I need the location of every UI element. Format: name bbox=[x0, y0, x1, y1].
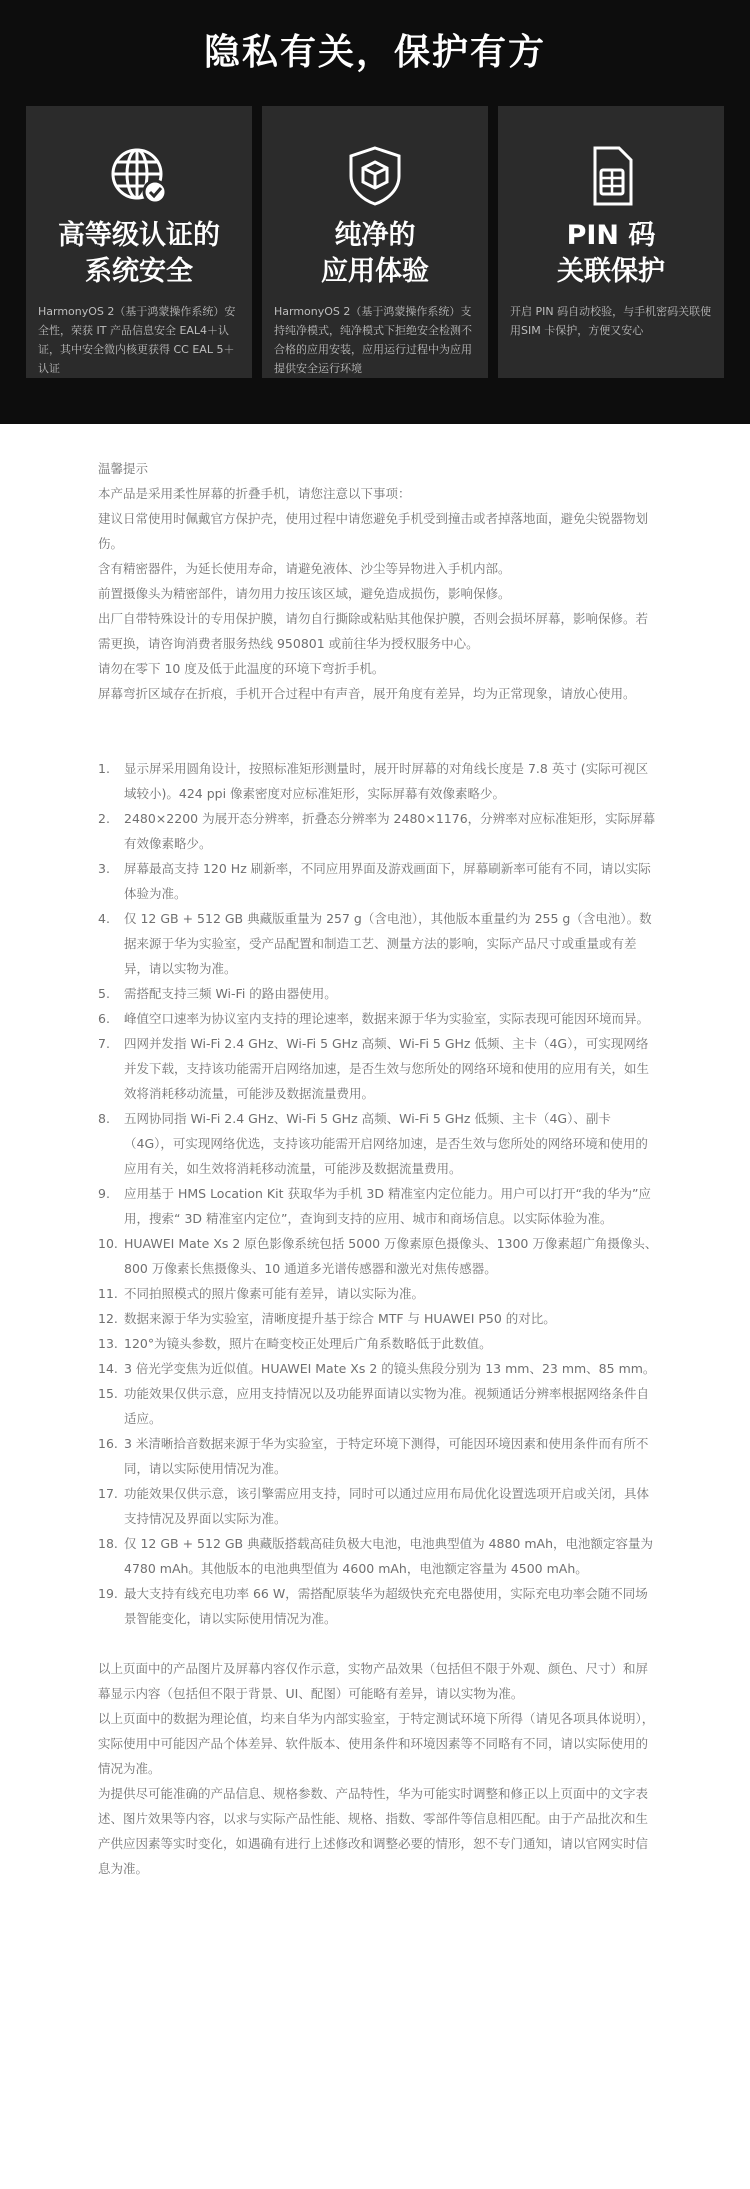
cube-shield-icon bbox=[343, 144, 407, 208]
list-item bbox=[98, 1356, 658, 1381]
hero-title: 隐私有关，保护有方 bbox=[203, 32, 546, 73]
feature-card-pure-app bbox=[262, 106, 488, 378]
sim-card-icon bbox=[579, 144, 643, 208]
list-item-text: 120°为镜头参数，照片在畸变校正处理后广角系数略低于此数值。 bbox=[124, 1336, 492, 1351]
notes-intro-line: 请勿在零下 10 度及低于此温度的环境下弯折手机。 bbox=[98, 661, 385, 676]
list-item-number: 4. bbox=[98, 911, 110, 926]
list-item bbox=[98, 1331, 658, 1356]
list-item bbox=[98, 1306, 658, 1331]
notes-intro-line: 本产品是采用柔性屏幕的折叠手机，请您注意以下事项： bbox=[98, 486, 411, 501]
list-item-text: 仅 12 GB + 512 GB 典藏版重量为 257 g（含电池），其他版本重量约为 255 g（含电池）。数据来源于华为实验室，受产品配置和制造工艺、测量方法的影响，实际产品尺寸或重量或有差异，请以实物为准。 bbox=[124, 911, 652, 976]
list-item bbox=[98, 1281, 658, 1306]
feature-card-system-security bbox=[26, 106, 252, 378]
list-item-text: 屏幕最高支持 120 Hz 刷新率，不同应用界面及游戏画面下，屏幕刷新率可能有不同，请以实际体验为准。 bbox=[124, 861, 651, 901]
card-description: HarmonyOS 2（基于鸿蒙操作系统）安全性，荣获 IT 产品信息安全 EAL4＋认证，其中安全微内核更获得 CC EAL 5＋认证 bbox=[38, 305, 236, 375]
card-title-line2: 关联保护 bbox=[557, 256, 665, 287]
list-item-text: 功能效果仅供示意，该引擎需应用支持，同时可以通过应用布局优化设置选项开启或关闭，具体支持情况及界面以实际为准。 bbox=[124, 1486, 650, 1526]
card-title bbox=[498, 218, 724, 290]
card-title bbox=[26, 218, 252, 290]
list-item bbox=[98, 1031, 658, 1106]
disclaimer-paragraph: 为提供尽可能准确的产品信息、规格参数、产品特性，华为可能实时调整和修正以上页面中的文字表述、图片效果等内容，以求与实际产品性能、规格、指数、零部件等信息相匹配。由于产品批次和生产供应因素等实时变化，如遇确有进行上述修改和调整必要的情形，恕不专门通知，请以官网实时信息为准。 bbox=[98, 1786, 649, 1876]
card-description: 开启 PIN 码自动校验，与手机密码关联使用SIM 卡保护，方便又安心 bbox=[510, 305, 712, 337]
list-item-text: HUAWEI Mate Xs 2 原色影像系统包括 5000 万像素原色摄像头、1300 万像素超广角摄像头、800 万像素长焦摄像头、10 通道多光谱传感器和激光对焦传感器。 bbox=[124, 1236, 658, 1276]
list-item-text: 显示屏采用圆角设计，按照标准矩形测量时，展开时屏幕的对角线长度是 7.8 英寸 (实际可视区域较小)。424 ppi 像素密度对应标准矩形，实际屏幕有效像素略少。 bbox=[124, 761, 649, 801]
list-item bbox=[98, 1481, 658, 1531]
card-title-line1: 高等级认证的 bbox=[58, 220, 220, 251]
list-item bbox=[98, 756, 658, 806]
list-item-text: 需搭配支持三频 Wi-Fi 的路由器使用。 bbox=[124, 986, 337, 1001]
list-item bbox=[98, 856, 658, 906]
notes-intro-line: 建议日常使用时佩戴官方保护壳，使用过程中请您避免手机受到撞击或者掉落地面，避免尖锐器物划伤。 bbox=[98, 511, 649, 551]
list-item-number: 3. bbox=[98, 861, 110, 876]
spacer bbox=[98, 706, 658, 731]
list-item bbox=[98, 906, 658, 981]
list-item bbox=[98, 1381, 658, 1431]
list-item-number: 15. bbox=[98, 1386, 118, 1401]
list-item-text: 功能效果仅供示意，应用支持情况以及功能界面请以实物为准。视频通话分辨率根据网络条件自适应。 bbox=[124, 1386, 650, 1426]
list-item-number: 19. bbox=[98, 1586, 118, 1601]
list-item bbox=[98, 1581, 658, 1631]
list-item-number: 10. bbox=[98, 1236, 118, 1251]
card-title bbox=[262, 218, 488, 290]
list-item bbox=[98, 1006, 658, 1031]
notes-intro-line: 屏幕弯折区域存在折痕，手机开合过程中有声音，展开角度有差异，均为正常现象，请放心使用。 bbox=[98, 686, 636, 701]
list-item bbox=[98, 806, 658, 856]
disclaimer-paragraph: 以上页面中的数据为理论值，均来自华为内部实验室，于特定测试环境下所得（请见各项具体说明），实际使用中可能因产品个体差异、软件版本、使用条件和环境因素等不同略有不同，请以实际使用的情况为准。 bbox=[98, 1711, 655, 1776]
list-item bbox=[98, 1431, 658, 1481]
list-item-text: 3 倍光学变焦为近似值。HUAWEI Mate Xs 2 的镜头焦段分别为 13 mm、23 mm、85 mm。 bbox=[124, 1361, 656, 1376]
notes-intro-line: 前置摄像头为精密部件，请勿用力按压该区域，避免造成损伤，影响保修。 bbox=[98, 586, 511, 601]
list-item-text: 最大支持有线充电功率 66 W，需搭配原装华为超级快充充电器使用，实际充电功率会随不同场景智能变化，请以实际使用情况为准。 bbox=[124, 1586, 648, 1626]
list-item-number: 9. bbox=[98, 1186, 110, 1201]
card-title-line1: 纯净的 bbox=[334, 220, 416, 251]
list-item bbox=[98, 1106, 658, 1181]
list-item-number: 1. bbox=[98, 761, 110, 776]
list-item-text: 四网并发指 Wi-Fi 2.4 GHz、Wi-Fi 5 GHz 高频、Wi-Fi 5 GHz 低频、主卡（4G），可实现网络并发下载，支持该功能需开启网络加速，是否生效与您所处的网络环境和使用的应用有关，如生效将消耗移动流量，可能涉及数据流量费用。 bbox=[124, 1036, 650, 1101]
card-title-line2: 应用体验 bbox=[321, 256, 429, 287]
list-item-text: 五网协同指 Wi-Fi 2.4 GHz、Wi-Fi 5 GHz 高频、Wi-Fi 5 GHz 低频、主卡（4G）、副卡（4G），可实现网络优选，支持该功能需开启网络加速，是否生效与您所处的网络环境和使用的应用有关，如生效将消耗移动流量，可能涉及数据流量费用。 bbox=[124, 1111, 648, 1176]
card-title-line1: PIN 码 bbox=[566, 220, 656, 251]
list-item-number: 5. bbox=[98, 986, 110, 1001]
list-item-number: 16. bbox=[98, 1436, 118, 1451]
list-item-number: 7. bbox=[98, 1036, 110, 1051]
notes-intro-line: 含有精密器件，为延长使用寿命，请避免液体、沙尘等异物进入手机内部。 bbox=[98, 561, 511, 576]
globe-check-icon bbox=[107, 144, 171, 208]
card-title-line2: 系统安全 bbox=[85, 256, 193, 287]
list-item-number: 8. bbox=[98, 1111, 110, 1126]
notes-section bbox=[98, 456, 658, 1881]
notes-heading: 温馨提示 bbox=[98, 461, 149, 476]
list-item-number: 11. bbox=[98, 1286, 118, 1301]
list-item-text: 仅 12 GB + 512 GB 典藏版搭载高硅负极大电池，电池典型值为 4880 mAh，电池额定容量为 4780 mAh。其他版本的电池典型值为 4600 mAh，电池额定容量为 4500 mAh。 bbox=[124, 1536, 654, 1576]
list-item-number: 17. bbox=[98, 1486, 118, 1501]
list-item-number: 13. bbox=[98, 1336, 118, 1351]
list-item-number: 18. bbox=[98, 1536, 118, 1551]
list-item-text: 不同拍照模式的照片像素可能有差异，请以实际为准。 bbox=[124, 1286, 425, 1301]
list-item bbox=[98, 1181, 658, 1231]
list-item-text: 3 米清晰拾音数据来源于华为实验室，于特定环境下测得，可能因环境因素和使用条件而有所不同，请以实际使用情况为准。 bbox=[124, 1436, 649, 1476]
list-item-text: 峰值空口速率为协议室内支持的理论速率，数据来源于华为实验室，实际表现可能因环境而异。 bbox=[124, 1011, 650, 1026]
privacy-hero bbox=[0, 0, 750, 424]
disclaimer-paragraph: 以上页面中的产品图片及屏幕内容仅作示意，实物产品效果（包括但不限于外观、颜色、尺寸）和屏幕显示内容（包括但不限于背景、UI、配图）可能略有差异，请以实物为准。 bbox=[98, 1661, 649, 1701]
list-item-text: 应用基于 HMS Location Kit 获取华为手机 3D 精准室内定位能力。用户可以打开“我的华为”应用，搜索“ 3D 精准室内定位”，查询到支持的应用、城市和商场信息。以实际体验为准。 bbox=[124, 1186, 651, 1226]
list-item-number: 12. bbox=[98, 1311, 118, 1326]
feature-card-pin-protection bbox=[498, 106, 724, 378]
list-item-number: 14. bbox=[98, 1361, 118, 1376]
list-item bbox=[98, 981, 658, 1006]
footnote-list bbox=[98, 756, 658, 1631]
spacer bbox=[98, 731, 658, 756]
list-item bbox=[98, 1231, 658, 1281]
list-item bbox=[98, 1531, 658, 1581]
list-item-number: 6. bbox=[98, 1011, 110, 1026]
list-item-number: 2. bbox=[98, 811, 110, 826]
spacer bbox=[98, 1631, 658, 1656]
notes-intro-line: 出厂自带特殊设计的专用保护膜，请勿自行撕除或粘贴其他保护膜，否则会损坏屏幕，影响保修。若需更换，请咨询消费者服务热线 950801 或前往华为授权服务中心。 bbox=[98, 611, 649, 651]
feature-cards bbox=[26, 106, 724, 378]
card-description: HarmonyOS 2（基于鸿蒙操作系统）支持纯净模式，纯净模式下拒绝安全检测不合格的应用安装，应用运行过程中为应用提供安全运行环境 bbox=[274, 305, 472, 375]
list-item-text: 数据来源于华为实验室，清晰度提升基于综合 MTF 与 HUAWEI P50 的对比。 bbox=[124, 1311, 556, 1326]
list-item-text: 2480×2200 为展开态分辨率，折叠态分辨率为 2480×1176，分辨率对应标准矩形，实际屏幕有效像素略少。 bbox=[124, 811, 656, 851]
